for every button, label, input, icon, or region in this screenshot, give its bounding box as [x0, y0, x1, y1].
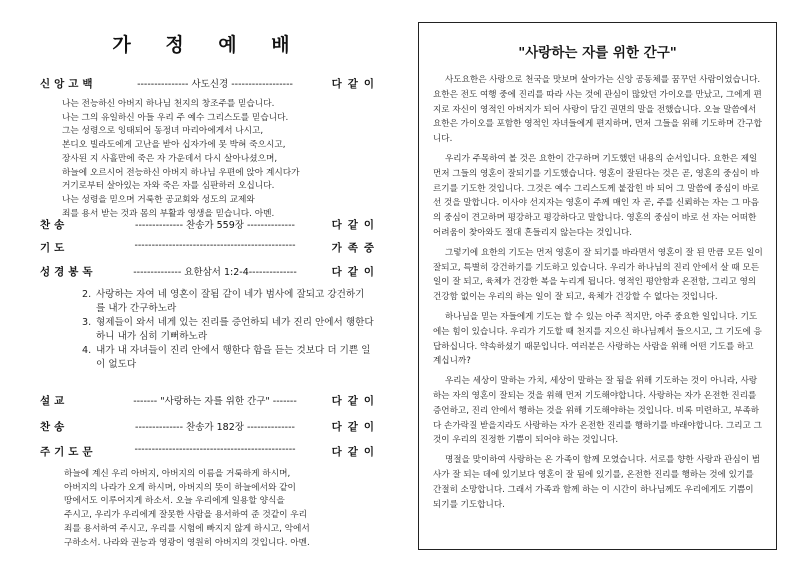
creed-row — [32, 76, 384, 92]
text-line: 장사된 지 사흘만에 죽은 자 가운데서 다시 살아나셨으며, — [62, 153, 278, 164]
text-line: 죄를 용서 받는 것과 몸의 부활과 영생을 믿습니다. 아멘. — [62, 208, 275, 219]
row-leader: 다같이 — [331, 219, 380, 231]
text-line: 나는 성령을 믿으며 거룩한 공교회와 성도의 교제와 — [62, 194, 255, 205]
verse-line: 이 없도다 — [96, 359, 137, 370]
row-label: 설교 — [40, 395, 69, 407]
row-leader: 다같이 — [331, 446, 380, 458]
verse-number: 3. — [82, 317, 92, 328]
row-label: 기도 — [40, 242, 69, 254]
sermon-row — [32, 393, 384, 409]
apostles-creed-text — [62, 98, 300, 221]
sermon-box — [418, 22, 777, 550]
row-leader: 다같이 — [331, 266, 380, 278]
verse-line: 내가 내 자녀들이 진리 안에서 행한다 함을 듣는 것보다 더 기쁜 일 — [96, 345, 371, 356]
prayer-row — [32, 240, 384, 256]
verse-line: 를 내가 간구하노라 — [96, 303, 177, 314]
sermon-paragraph: 사도요한은 사랑으로 천국을 맛보며 살아가는 신앙 공동체를 꿈꾸던 사람이었습니다. 요한은 전도 여행 중에 진리를 따라 사는 것에 관심이 많았던 가이오를 만났고, 그에게 편지로 자신이 영적인 아버지가 되어 사랑이 담긴 권면의 말을 전했습니다. 오늘 말씀에서 요한은 가이오를 포함한 영적인 자녀들에게 편지하며, 먼저 그들을 위해 기도하며 간구합니다. — [433, 75, 762, 145]
text-line: 본디오 빌라도에게 고난을 받아 십자가에 못 박혀 죽으시고, — [62, 140, 286, 151]
text-line: 땅에서도 이루어지게 하소서. 오늘 우리에게 일용할 양식을 — [64, 496, 285, 507]
verse-line: 사랑하는 자여 네 영혼이 잘됨 같이 네가 범사에 잘되고 강건하기 — [96, 289, 365, 300]
row-item: -------------- 요한삼서 1:2-4-------------- — [133, 267, 297, 278]
sermon-paragraph: 명절을 맞이하여 사랑하는 온 가족이 함께 모였습니다. 서로를 향한 사랑과 관심이 범사가 잘 되는 데에 있기보다 영혼이 잘 됨에 있기를, 온전한 진리를 행하는 것에 있기를 간절히 소망합니다. 그래서 가족과 함께 하는 이 시간이 하나님께도 우리에게도 기쁨이 되기를 기도합니다. — [433, 455, 761, 510]
verse-item — [82, 344, 374, 372]
row-label: 성경봉독 — [40, 266, 97, 278]
hymn-row — [32, 419, 384, 435]
row-label: 찬송 — [40, 421, 69, 433]
text-line: 아버지의 나라가 오게 하시며, 아버지의 뜻이 하늘에서와 같이 — [64, 482, 296, 493]
verse-number: 2. — [82, 289, 92, 300]
scripture-reading-row — [32, 264, 384, 280]
row-item: -------------- 찬송가 559장 -------------- — [135, 220, 295, 231]
row-leader: 가족중 — [331, 242, 380, 254]
text-line: 하늘에 오르시어 전능하신 아버지 하나님 우편에 앉아 계시다가 — [62, 167, 300, 178]
sermon-paragraph: 우리가 주목하여 볼 것은 요한이 간구하며 기도했던 내용의 순서입니다. 요한은 제일 먼저 그들의 영혼이 잘되기를 기도했습니다. 영혼이 잘된다는 것은 곧, 영혼의 중심이 바르기를 기도한 것입니다. 그것은 예수 그리스도께 붙잡힌 바 되어 그 말씀에 중심이 바로 선 것을 말합니다. 이사야 선지자는 영혼이 주께 매인 자 곧, 주를 신뢰하는 자는 그 마음의 중심이 견고하며 평강하고 평강하다고 말합니다. 영혼의 중심이 바로 선 자는 어떠한 어려움이 찾아와도 절대 흔들리지 않는다는 것입니다. — [433, 153, 760, 238]
text-line: 그는 성령으로 잉태되어 동정녀 마리아에게서 나시고, — [62, 126, 264, 137]
text-line: 주시고, 우리가 우리에게 잘못한 사람을 용서하여 준 것같이 우리 — [64, 510, 308, 521]
sermon-paragraph: 하나님을 믿는 자들에게 기도는 할 수 있는 아주 적지만, 아주 중요한 일입니다. 기도에는 힘이 있습니다. 우리가 기도할 때 천지를 지으신 하나님께서 들으시고, 그 기도에 응답하십니다. 약속하셨기 때문입니다. 여러분은 사랑하는 사람을 위해 어떤 기도를 하고 계십니까? — [433, 311, 762, 367]
row-item: -------------- 찬송가 182장 -------------- — [135, 422, 295, 433]
page-title: 가 정 예 배 — [112, 34, 304, 56]
scripture-verses — [82, 288, 374, 372]
row-label: 찬송 — [40, 219, 69, 231]
verse-line: 형제들이 와서 네게 있는 진리를 증언하되 네가 진리 안에서 행한다 — [96, 317, 374, 328]
verse-item — [82, 316, 374, 344]
sermon-title: "사랑하는 자를 위한 간구" — [518, 45, 677, 61]
row-leader: 다같이 — [331, 78, 380, 90]
text-line: 구하소서. 나라와 권능과 영광이 영원히 아버지의 것입니다. 아멘. — [64, 537, 310, 548]
worship-order-page — [32, 0, 384, 566]
text-line: 나는 그의 유일하신 아들 우리 주 예수 그리스도를 믿습니다. — [62, 112, 289, 123]
row-item: ----------------------------------------------- — [134, 240, 296, 251]
row-leader: 다같이 — [331, 421, 380, 433]
sermon-paragraph: 그렇기에 요한의 기도는 먼저 영혼이 잘 되기를 바라면서 영혼이 잘 된 만큼 모든 일이 잘되고, 특별히 강건하기를 기도하고 있습니다. 우리가 하나님의 진리 안에서 살 때 모든 일이 잘 되고, 육체가 건강한 복을 누리게 됩니다. 영적인 평안함과 온전함, 그리고 영의 건강함 없이는 우리의 하는 일이 잘 되고, 육체가 건강할 수 없다는 것입니다. — [433, 247, 763, 303]
lords-prayer-row — [32, 444, 384, 460]
row-label: 신앙고백 — [40, 78, 97, 90]
verse-number: 4. — [82, 345, 92, 356]
row-item: ------- "사랑하는 자를 위한 간구" ------- — [133, 396, 297, 407]
sermon-paragraph: 우리는 세상이 말하는 가치, 세상이 말하는 잘 됨을 위해 기도하는 것이 아니라, 사랑하는 자의 영혼이 잘되는 것을 위해 먼저 기도해야합니다. 사랑하는 자가 온전한 진리를 증언하고, 진리 안에서 행하는 것을 위해 기도해야하는 것입니다. 비록 미련하고, 부족하다 손가락질 받을지라도 사랑하는 자가 온전한 진리를 행하기를 바래야합니다. 그리고 그것이 우리의 진정한 기쁨이 되어야 하는 것입니다. — [433, 376, 762, 446]
text-line: 나는 전능하신 아버지 하나님 천지의 창조주를 믿습니다. — [62, 99, 275, 109]
hymn-row — [32, 217, 384, 233]
row-item: ----------------------------------------------- — [134, 444, 296, 455]
text-line: 하늘에 계신 우리 아버지, 아버지의 이름을 거룩하게 하시며, — [64, 469, 291, 479]
text-line: 거기로부터 살아있는 자와 죽은 자를 심판하러 오십니다. — [62, 181, 275, 192]
lords-prayer-text — [64, 468, 310, 550]
row-leader: 다같이 — [331, 395, 380, 407]
verse-item — [82, 288, 374, 316]
text-line: 죄를 용서하여 주시고, 우리를 시험에 빠지지 않게 하시고, 악에서 — [64, 523, 310, 534]
verse-line: 하니 내가 심히 기뻐하노라 — [96, 331, 208, 342]
row-label: 주기도문 — [40, 446, 97, 458]
row-item: --------------- 사도신경 ------------------ — [137, 79, 293, 90]
sermon-body — [433, 73, 764, 517]
